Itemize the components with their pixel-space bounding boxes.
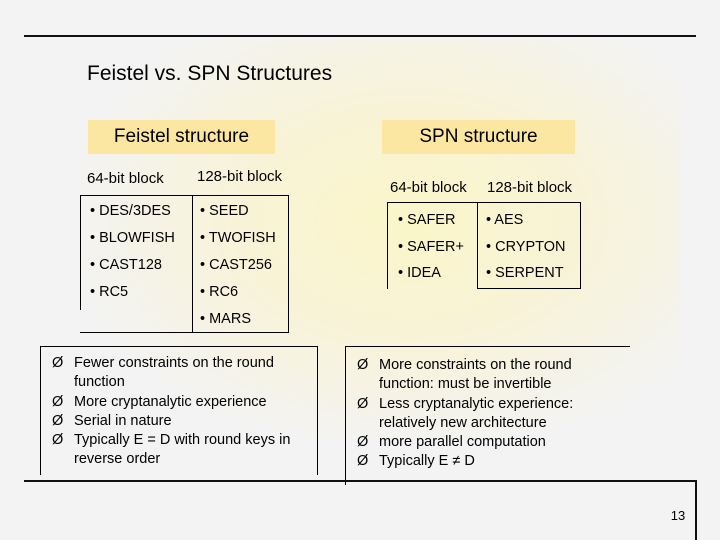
spn-table-bottom-edge xyxy=(477,288,581,289)
bullet-text: More cryptanalytic experience xyxy=(74,393,267,410)
feistel-64-item: • DES/3DES xyxy=(90,203,171,219)
feistel-header: Feistel structure xyxy=(88,120,275,154)
arrow-bullet-icon: Ø xyxy=(357,357,369,373)
arrow-bullet-icon: Ø xyxy=(52,393,64,410)
spn-128-item: • CRYPTON xyxy=(486,239,566,255)
feistel-128-item: • RC6 xyxy=(200,284,239,300)
arrow-bullet-icon: Ø xyxy=(52,412,64,429)
feistel-bullet xyxy=(52,431,314,470)
arrow-bullet-icon: Ø xyxy=(357,395,369,412)
feistel-128bit-label: 128-bit block xyxy=(197,168,283,185)
feistel-table-divider xyxy=(192,195,193,333)
feistel-table-top-edge xyxy=(80,195,289,196)
feistel-64-item: • BLOWFISH xyxy=(90,230,175,246)
spn-table-divider xyxy=(477,202,478,289)
bullet-text: Typically E = D with round keys in reverse order xyxy=(74,432,291,468)
arrow-bullet-icon: Ø xyxy=(52,355,64,371)
spn-64bit-label: 64-bit block xyxy=(390,179,467,196)
feistel-bullet-list xyxy=(52,354,314,470)
spn-128-item: • AES xyxy=(486,212,524,228)
spn-64-item: • SAFER xyxy=(398,212,456,228)
spn-bullet xyxy=(357,395,627,434)
spn-bullet xyxy=(357,433,627,452)
feistel-128-item: • SEED xyxy=(200,203,249,219)
spn-header: SPN structure xyxy=(382,120,575,154)
bullet-text: Serial in nature xyxy=(74,412,172,429)
arrow-bullet-icon: Ø xyxy=(357,453,369,470)
bullet-text: Fewer constraints on the round function xyxy=(74,355,274,391)
spn-table-left-edge xyxy=(387,202,388,289)
feistel-64-item: • CAST128 xyxy=(90,257,162,273)
arrow-bullet-icon: Ø xyxy=(357,434,369,451)
spn-bullet xyxy=(357,356,627,395)
slide-title: Feistel vs. SPN Structures xyxy=(87,62,333,85)
bullet-text: More constraints on the round function: must be invertible xyxy=(379,357,572,393)
spn-table-top-edge xyxy=(387,202,581,203)
arrow-bullet-icon: Ø xyxy=(52,432,64,449)
feistel-128-item: • MARS xyxy=(200,311,251,327)
spn-128bit-label: 128-bit block xyxy=(487,179,573,196)
feistel-bullet xyxy=(52,354,314,393)
spn-64-item: • SAFER+ xyxy=(398,239,464,255)
bottom-divider xyxy=(24,480,696,482)
page-number: 13 xyxy=(670,508,686,523)
spn-table-right-edge xyxy=(580,202,581,289)
feistel-64-item: • RC5 xyxy=(90,284,129,300)
feistel-128-item: • CAST256 xyxy=(200,257,272,273)
bullet-text: more parallel computation xyxy=(379,434,546,451)
feistel-bullet xyxy=(52,393,314,412)
bullet-text: Typically E ≠ D xyxy=(379,453,475,470)
feistel-64bit-label: 64-bit block xyxy=(87,170,164,187)
feistel-128-item: • TWOFISH xyxy=(200,230,276,246)
spn-bullet xyxy=(357,452,627,471)
top-divider xyxy=(24,35,696,37)
feistel-table-left-edge xyxy=(80,195,81,310)
feistel-bullet xyxy=(52,412,314,431)
bullet-text: Less cryptanalytic experience: relatively new architecture xyxy=(379,395,574,431)
spn-64-item: • IDEA xyxy=(398,265,441,281)
spn-128-item: • SERPENT xyxy=(486,265,564,281)
spn-bullet-list xyxy=(357,356,627,472)
